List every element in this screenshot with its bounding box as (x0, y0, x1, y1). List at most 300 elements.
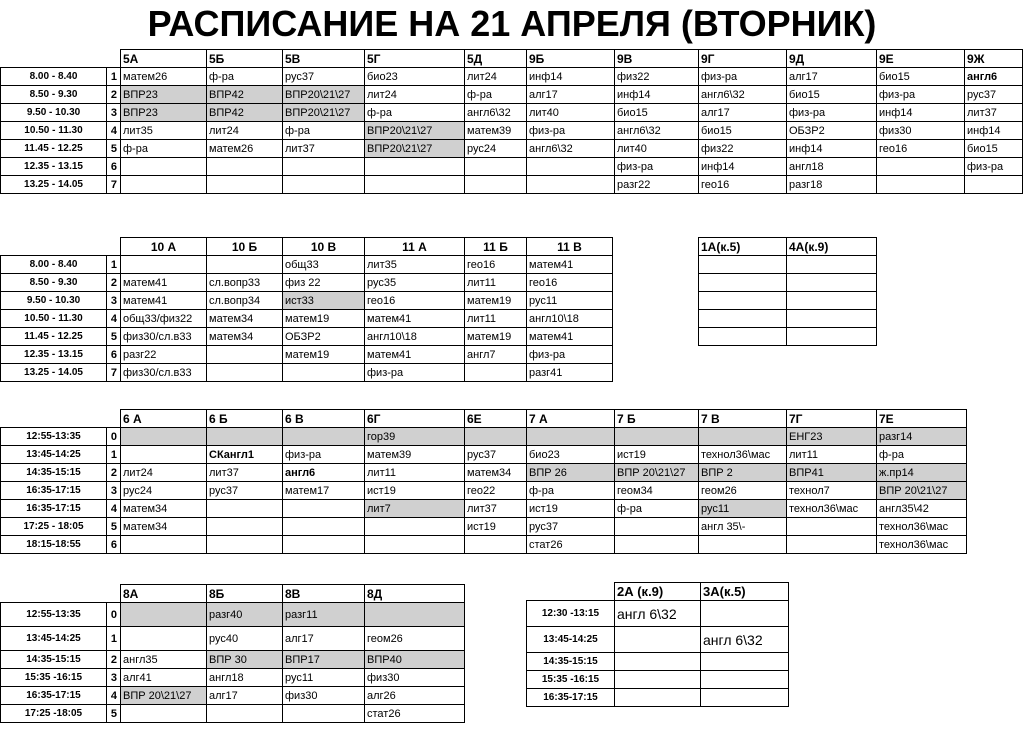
lesson-cell (283, 176, 365, 194)
class-header: 9Г (699, 50, 787, 68)
class-header: 10 В (283, 238, 365, 256)
lesson-cell (965, 176, 1023, 194)
lesson-cell (787, 274, 877, 292)
lesson-cell: рус37 (207, 482, 283, 500)
lesson-cell (207, 346, 283, 364)
lesson-cell: инф14 (965, 122, 1023, 140)
lesson-cell (121, 536, 207, 554)
lesson-number: 6 (107, 346, 121, 364)
lesson-cell: англ6\32 (527, 140, 615, 158)
lesson-cell (787, 310, 877, 328)
class-header: 3А(к.5) (701, 583, 789, 601)
lesson-cell (365, 518, 465, 536)
lesson-cell (283, 536, 365, 554)
header-spacer (527, 583, 615, 601)
lesson-number: 7 (107, 364, 121, 382)
lesson-cell: ВПР 20\21\27 (121, 687, 207, 705)
schedule-table-10-11 (0, 237, 613, 382)
lesson-cell (877, 158, 965, 176)
header-row (1, 50, 1023, 68)
lesson-cell: англ7 (465, 346, 527, 364)
lesson-cell: геом34 (615, 482, 699, 500)
class-header: 6 Б (207, 410, 283, 428)
lesson-cell: ф-ра (465, 86, 527, 104)
lesson-cell (877, 176, 965, 194)
schedule-table-8 (0, 584, 465, 723)
time-cell: 16:35-17:15 (1, 482, 107, 500)
schedule-table-2-3 (526, 582, 789, 707)
lesson-cell: англ18 (207, 669, 283, 687)
lesson-cell (465, 176, 527, 194)
lesson-cell (699, 328, 787, 346)
lesson-cell: гео16 (699, 176, 787, 194)
lesson-cell: гор39 (365, 428, 465, 446)
lesson-cell (207, 256, 283, 274)
lesson-cell: рус24 (465, 140, 527, 158)
lesson-cell: алг17 (787, 68, 877, 86)
lesson-cell (465, 158, 527, 176)
class-header: 7 Б (615, 410, 699, 428)
lesson-number: 1 (107, 68, 121, 86)
schedule-table-6-7 (0, 409, 967, 554)
schedule-table-5-9 (0, 49, 1023, 194)
lesson-cell: рус11 (283, 669, 365, 687)
lesson-cell: био23 (527, 446, 615, 464)
lesson-cell: инф14 (787, 140, 877, 158)
lesson-cell: общ33/физ22 (121, 310, 207, 328)
lesson-number: 7 (107, 176, 121, 194)
lesson-cell: физ22 (615, 68, 699, 86)
lesson-cell: англ6 (965, 68, 1023, 86)
lesson-cell: англ35\42 (877, 500, 967, 518)
lesson-cell (365, 176, 465, 194)
lesson-cell: лит24 (365, 86, 465, 104)
lesson-cell: физ-ра (283, 446, 365, 464)
lesson-cell: лит37 (965, 104, 1023, 122)
header-spacer (107, 585, 121, 603)
schedule-row (527, 627, 789, 653)
lesson-cell: англ6 (283, 464, 365, 482)
time-cell: 8.50 - 9.30 (1, 274, 107, 292)
lesson-cell (207, 428, 283, 446)
lesson-number: 4 (107, 122, 121, 140)
lesson-cell: инф14 (615, 86, 699, 104)
time-cell: 10.50 - 11.30 (1, 310, 107, 328)
time-cell: 17:25 -18:05 (1, 705, 107, 723)
schedule-row (1, 669, 465, 687)
lesson-cell (615, 536, 699, 554)
lesson-cell (787, 256, 877, 274)
schedule-row (1, 176, 1023, 194)
lesson-cell: ВПР 2 (699, 464, 787, 482)
lesson-cell: ф-ра (615, 500, 699, 518)
time-cell: 13.25 - 14.05 (1, 364, 107, 382)
time-cell: 9.50 - 10.30 (1, 292, 107, 310)
class-header: 1А(к.5) (699, 238, 787, 256)
lesson-cell: физ-ра (527, 346, 613, 364)
time-cell: 11.45 - 12.25 (1, 328, 107, 346)
lesson-cell (283, 705, 365, 723)
time-cell: 10.50 - 11.30 (1, 122, 107, 140)
lesson-cell (365, 158, 465, 176)
class-header: 7 В (699, 410, 787, 428)
lesson-cell: англ10\18 (365, 328, 465, 346)
lesson-cell: био15 (877, 68, 965, 86)
schedule-row (1, 86, 1023, 104)
lesson-number: 3 (107, 292, 121, 310)
time-cell: 12:30 -13:15 (527, 601, 615, 627)
lesson-number: 1 (107, 256, 121, 274)
lesson-cell: ВПР 26 (527, 464, 615, 482)
time-cell: 15:35 -16:15 (1, 669, 107, 687)
class-header: 7Е (877, 410, 967, 428)
lesson-cell (365, 603, 465, 627)
lesson-cell: лит11 (465, 274, 527, 292)
time-cell: 13:45-14:25 (1, 446, 107, 464)
lesson-cell: ф-ра (283, 122, 365, 140)
lesson-cell: лит37 (465, 500, 527, 518)
lesson-cell: матем41 (527, 256, 613, 274)
lesson-cell: био15 (699, 122, 787, 140)
lesson-cell (121, 428, 207, 446)
lesson-cell: ВПР40 (365, 651, 465, 669)
lesson-number: 0 (107, 428, 121, 446)
header-row (1, 410, 967, 428)
lesson-cell: рус40 (207, 627, 283, 651)
lesson-cell: разг40 (207, 603, 283, 627)
lesson-cell: лит35 (365, 256, 465, 274)
lesson-cell: физ30/сл.в33 (121, 328, 207, 346)
lesson-cell (121, 705, 207, 723)
lesson-cell (699, 256, 787, 274)
lesson-number: 2 (107, 274, 121, 292)
lesson-cell: СКангл1 (207, 446, 283, 464)
lesson-cell (283, 500, 365, 518)
lesson-cell: лит37 (207, 464, 283, 482)
class-header: 8Б (207, 585, 283, 603)
schedule-row (1, 651, 465, 669)
lesson-cell: матем39 (465, 122, 527, 140)
lesson-cell: англ6\32 (699, 86, 787, 104)
lesson-cell: ист19 (527, 500, 615, 518)
lesson-number: 6 (107, 158, 121, 176)
lesson-number: 5 (107, 705, 121, 723)
lesson-number: 5 (107, 328, 121, 346)
time-cell: 8.00 - 8.40 (1, 68, 107, 86)
lesson-number: 4 (107, 687, 121, 705)
lesson-cell: био15 (615, 104, 699, 122)
lesson-cell: технол36\мас (699, 446, 787, 464)
lesson-number: 5 (107, 518, 121, 536)
time-cell: 17:25 - 18:05 (1, 518, 107, 536)
time-cell: 16:35-17:15 (1, 500, 107, 518)
schedule-row (1, 687, 465, 705)
time-cell: 14:35-15:15 (527, 653, 615, 671)
lesson-cell: ВПР20\21\27 (283, 86, 365, 104)
schedule-row (1, 346, 613, 364)
schedule-row (1, 446, 967, 464)
class-header: 6Г (365, 410, 465, 428)
lesson-cell: технол36\мас (877, 518, 967, 536)
time-cell: 16:35-17:15 (527, 689, 615, 707)
lesson-cell (701, 689, 789, 707)
lesson-cell (787, 328, 877, 346)
class-header: 4А(к.9) (787, 238, 877, 256)
header-row (699, 238, 877, 256)
lesson-number: 3 (107, 669, 121, 687)
lesson-cell: физ30/сл.в33 (121, 364, 207, 382)
lesson-cell (701, 671, 789, 689)
class-header: 5Б (207, 50, 283, 68)
time-cell: 15:35 -16:15 (527, 671, 615, 689)
lesson-cell: ОБЗР2 (283, 328, 365, 346)
lesson-cell: разг41 (527, 364, 613, 382)
lesson-number: 1 (107, 627, 121, 651)
lesson-number: 3 (107, 482, 121, 500)
lesson-cell: лит7 (365, 500, 465, 518)
lesson-number: 3 (107, 104, 121, 122)
lesson-cell: лит40 (527, 104, 615, 122)
lesson-cell: рус11 (527, 292, 613, 310)
class-header: 7 А (527, 410, 615, 428)
lesson-cell: лит35 (121, 122, 207, 140)
class-header: 7Г (787, 410, 877, 428)
lesson-cell: физ-ра (527, 122, 615, 140)
schedule-row (1, 104, 1023, 122)
schedule-row (1, 68, 1023, 86)
class-header: 9Б (527, 50, 615, 68)
lesson-cell: геом26 (365, 627, 465, 651)
lesson-number: 2 (107, 86, 121, 104)
schedule-row (1, 158, 1023, 176)
schedule-row (1, 464, 967, 482)
schedule-table-1-4 (698, 237, 877, 346)
lesson-cell (699, 428, 787, 446)
schedule-row (699, 310, 877, 328)
schedule-row (699, 274, 877, 292)
schedule-row (699, 292, 877, 310)
lesson-cell: ВПР20\21\27 (283, 104, 365, 122)
class-header: 9В (615, 50, 699, 68)
schedule-row (1, 627, 465, 651)
lesson-cell: матем26 (207, 140, 283, 158)
lesson-cell: рус37 (283, 68, 365, 86)
lesson-cell: англ35 (121, 651, 207, 669)
class-header: 9Ж (965, 50, 1023, 68)
lesson-cell (527, 158, 615, 176)
lesson-cell: разг11 (283, 603, 365, 627)
lesson-cell: англ18 (787, 158, 877, 176)
lesson-cell (283, 518, 365, 536)
lesson-cell: физ30 (283, 687, 365, 705)
time-cell: 12.35 - 13.15 (1, 158, 107, 176)
lesson-cell (121, 256, 207, 274)
page-title: РАСПИСАНИЕ НА 21 АПРЕЛЯ (ВТОРНИК) (147, 3, 877, 44)
lesson-cell (121, 627, 207, 651)
lesson-cell (615, 653, 701, 671)
lesson-cell: матем34 (207, 310, 283, 328)
lesson-cell: рус35 (365, 274, 465, 292)
schedule-row (527, 671, 789, 689)
class-header: 8В (283, 585, 365, 603)
schedule-row (527, 601, 789, 627)
lesson-number: 5 (107, 140, 121, 158)
lesson-number: 4 (107, 310, 121, 328)
lesson-cell: англ6\32 (615, 122, 699, 140)
lesson-cell: англ 6\32 (701, 627, 789, 653)
time-cell: 12:55-13:35 (1, 603, 107, 627)
lesson-cell: алг41 (121, 669, 207, 687)
lesson-cell: матем17 (283, 482, 365, 500)
lesson-cell: инф14 (877, 104, 965, 122)
lesson-cell: ф-ра (207, 68, 283, 86)
lesson-cell (615, 627, 701, 653)
schedule-row (527, 689, 789, 707)
schedule-row (1, 364, 613, 382)
lesson-cell: матем34 (465, 464, 527, 482)
lesson-cell (615, 428, 699, 446)
schedule-row (699, 328, 877, 346)
lesson-cell: физ-ра (615, 158, 699, 176)
schedule-row (1, 603, 465, 627)
lesson-cell (121, 176, 207, 194)
lesson-cell (787, 518, 877, 536)
schedule-row (1, 122, 1023, 140)
lesson-cell (207, 518, 283, 536)
time-cell: 18:15-18:55 (1, 536, 107, 554)
lesson-cell (527, 176, 615, 194)
lesson-cell (207, 705, 283, 723)
lesson-cell: физ30 (365, 669, 465, 687)
lesson-cell (121, 603, 207, 627)
lesson-cell: матем19 (283, 346, 365, 364)
schedule-row (699, 256, 877, 274)
class-header: 5В (283, 50, 365, 68)
lesson-cell (701, 601, 789, 627)
lesson-cell: ист19 (365, 482, 465, 500)
time-cell: 11.45 - 12.25 (1, 140, 107, 158)
time-cell: 14:35-15:15 (1, 651, 107, 669)
schedule-row (1, 705, 465, 723)
time-cell: 13:45-14:25 (527, 627, 615, 653)
lesson-cell: стат26 (365, 705, 465, 723)
class-header: 10 Б (207, 238, 283, 256)
lesson-number: 2 (107, 464, 121, 482)
lesson-cell: рус24 (121, 482, 207, 500)
lesson-cell: англ 6\32 (615, 601, 701, 627)
lesson-cell: ОБЗР2 (787, 122, 877, 140)
schedule-row (1, 140, 1023, 158)
lesson-cell: лит24 (121, 464, 207, 482)
lesson-cell (699, 536, 787, 554)
lesson-cell: матем41 (527, 328, 613, 346)
lesson-cell: технол7 (787, 482, 877, 500)
lesson-cell: рус37 (527, 518, 615, 536)
lesson-cell: алг17 (527, 86, 615, 104)
lesson-cell: физ-ра (965, 158, 1023, 176)
header-spacer (1, 50, 107, 68)
lesson-cell: физ-ра (365, 364, 465, 382)
lesson-cell: англ 35\- (699, 518, 787, 536)
schedule-row (1, 482, 967, 500)
lesson-cell (283, 364, 365, 382)
header-spacer (107, 238, 121, 256)
schedule-row (1, 328, 613, 346)
lesson-cell (615, 518, 699, 536)
lesson-cell: ВПР 20\21\27 (877, 482, 967, 500)
lesson-cell: био15 (787, 86, 877, 104)
class-header: 8Д (365, 585, 465, 603)
lesson-cell (207, 364, 283, 382)
lesson-cell: матем19 (465, 292, 527, 310)
time-cell: 8.50 - 9.30 (1, 86, 107, 104)
lesson-cell (465, 364, 527, 382)
schedule-row (527, 653, 789, 671)
lesson-cell (121, 158, 207, 176)
lesson-cell: ВПР 30 (207, 651, 283, 669)
lesson-cell: геом26 (699, 482, 787, 500)
lesson-cell (701, 653, 789, 671)
lesson-cell: сл.вопр33 (207, 274, 283, 292)
lesson-cell (699, 310, 787, 328)
lesson-cell: матем41 (121, 274, 207, 292)
class-header: 11 В (527, 238, 613, 256)
lesson-number: 2 (107, 651, 121, 669)
class-header: 10 А (121, 238, 207, 256)
lesson-cell (787, 536, 877, 554)
lesson-cell: лит24 (465, 68, 527, 86)
schedule-row (1, 518, 967, 536)
lesson-cell: матем26 (121, 68, 207, 86)
lesson-cell: ВПР42 (207, 104, 283, 122)
lesson-cell: технол36\мас (787, 500, 877, 518)
lesson-cell: лит11 (365, 464, 465, 482)
lesson-cell: стат26 (527, 536, 615, 554)
time-cell: 14:35-15:15 (1, 464, 107, 482)
lesson-cell (207, 500, 283, 518)
lesson-cell: рус37 (965, 86, 1023, 104)
lesson-cell: ЕНГ23 (787, 428, 877, 446)
lesson-cell: матем34 (121, 500, 207, 518)
lesson-cell: ВПР20\21\27 (365, 122, 465, 140)
schedule-row (1, 256, 613, 274)
lesson-cell: разг22 (121, 346, 207, 364)
lesson-cell: лит40 (615, 140, 699, 158)
class-header: 8А (121, 585, 207, 603)
time-cell: 8.00 - 8.40 (1, 256, 107, 274)
lesson-number: 6 (107, 536, 121, 554)
lesson-cell: ф-ра (121, 140, 207, 158)
lesson-cell: физ-ра (699, 68, 787, 86)
lesson-cell: англ10\18 (527, 310, 613, 328)
class-header: 5Д (465, 50, 527, 68)
lesson-cell: матем41 (365, 346, 465, 364)
lesson-cell: физ-ра (877, 86, 965, 104)
lesson-cell: англ6\32 (465, 104, 527, 122)
lesson-cell: разг22 (615, 176, 699, 194)
lesson-cell: алг17 (283, 627, 365, 651)
lesson-cell: ВПР23 (121, 86, 207, 104)
header-spacer (1, 585, 107, 603)
class-header: 9Е (877, 50, 965, 68)
lesson-cell: разг18 (787, 176, 877, 194)
schedule-row (1, 500, 967, 518)
header-spacer (1, 410, 107, 428)
lesson-cell (207, 158, 283, 176)
lesson-number: 0 (107, 603, 121, 627)
lesson-cell: гео16 (877, 140, 965, 158)
lesson-cell: инф14 (527, 68, 615, 86)
